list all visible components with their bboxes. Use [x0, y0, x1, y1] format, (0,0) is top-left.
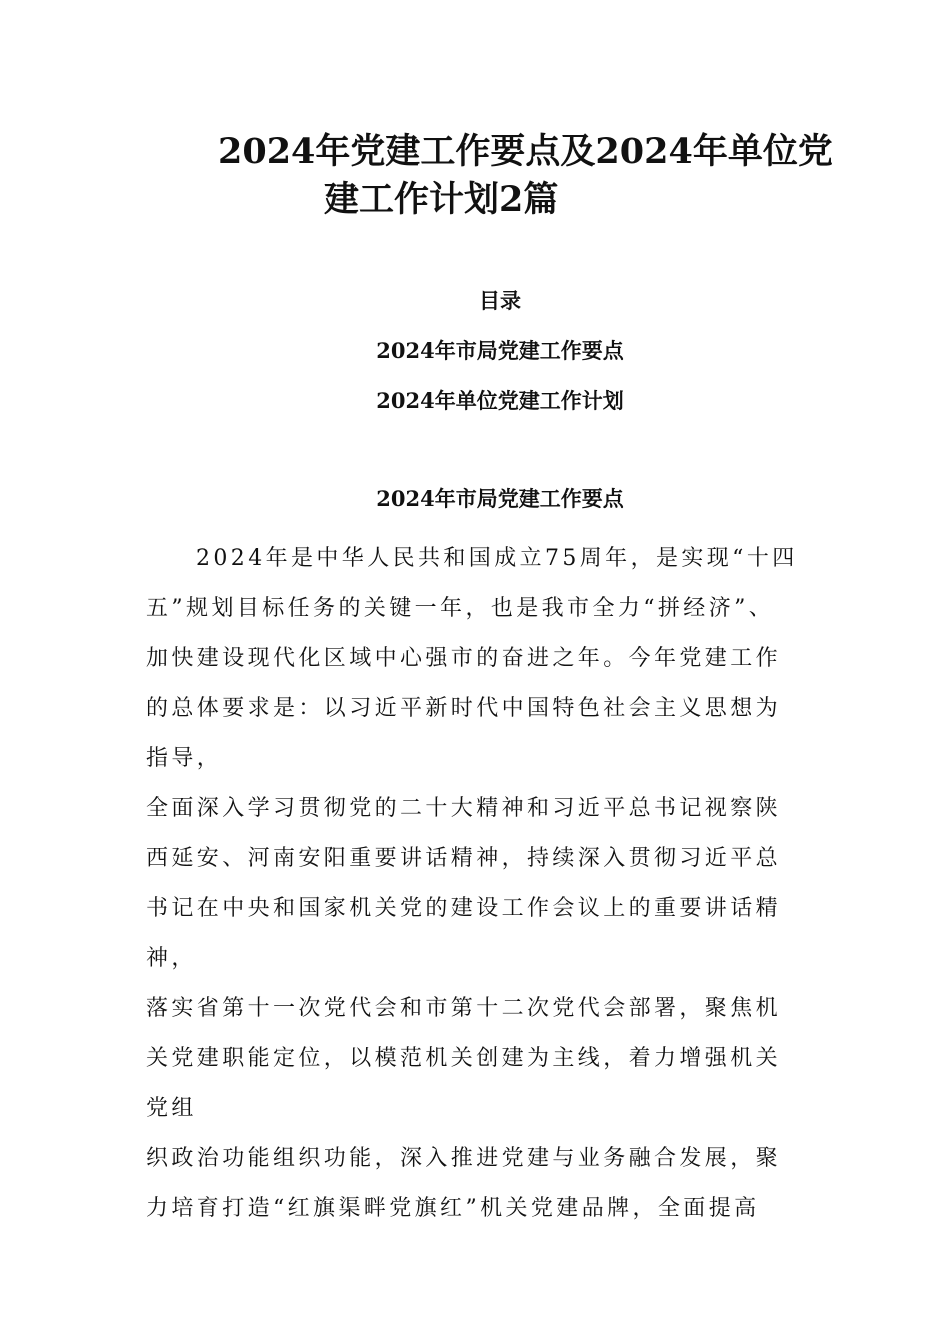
body-line: 的总体要求是：以习近平新时代中国特色社会主义思想为 [146, 696, 782, 721]
body-line: 落实省第十一次党代会和市第十二次党代会部署，聚焦机 [146, 996, 782, 1021]
body-line: 关党建职能定位，以模范机关创建为主线，着力增强机关 [146, 1046, 782, 1071]
body-line: 书记在中央和国家机关党的建设工作会议上的重要讲话精 [146, 896, 782, 921]
document-title [218, 128, 838, 224]
body-line: 神， [146, 946, 197, 971]
body-line: 五”规划目标任务的关键一年，也是我市全力“拼经济”、 [146, 596, 775, 621]
section-heading: 2024年市局党建工作要点 [376, 486, 624, 511]
title-line-2: 建工作计划2篇 [324, 179, 559, 220]
body-line: 党组 [146, 1096, 197, 1121]
title-line-1: 2024年党建工作要点及2024年单位党 [218, 131, 833, 172]
toc-item: 2024年市局党建工作要点 [376, 338, 624, 363]
body-line: 指导， [146, 746, 223, 771]
body-line: 2024年是中华人民共和国成立75周年，是实现“十四 [196, 546, 798, 571]
toc-item: 2024年单位党建工作计划 [376, 388, 624, 413]
body-paragraph [146, 534, 810, 1234]
body-line: 织政治功能组织功能，深入推进党建与业务融合发展，聚 [146, 1146, 782, 1171]
body-line: 力培育打造“红旗渠畔党旗红”机关党建品牌，全面提高 [146, 1196, 760, 1221]
toc-heading: 目录 [479, 288, 521, 313]
body-line: 全面深入学习贯彻党的二十大精神和习近平总书记视察陕 [146, 796, 782, 821]
body-line: 西延安、河南安阳重要讲话精神，持续深入贯彻习近平总 [146, 846, 782, 871]
body-line: 加快建设现代化区域中心强市的奋进之年。今年党建工作 [146, 646, 782, 671]
